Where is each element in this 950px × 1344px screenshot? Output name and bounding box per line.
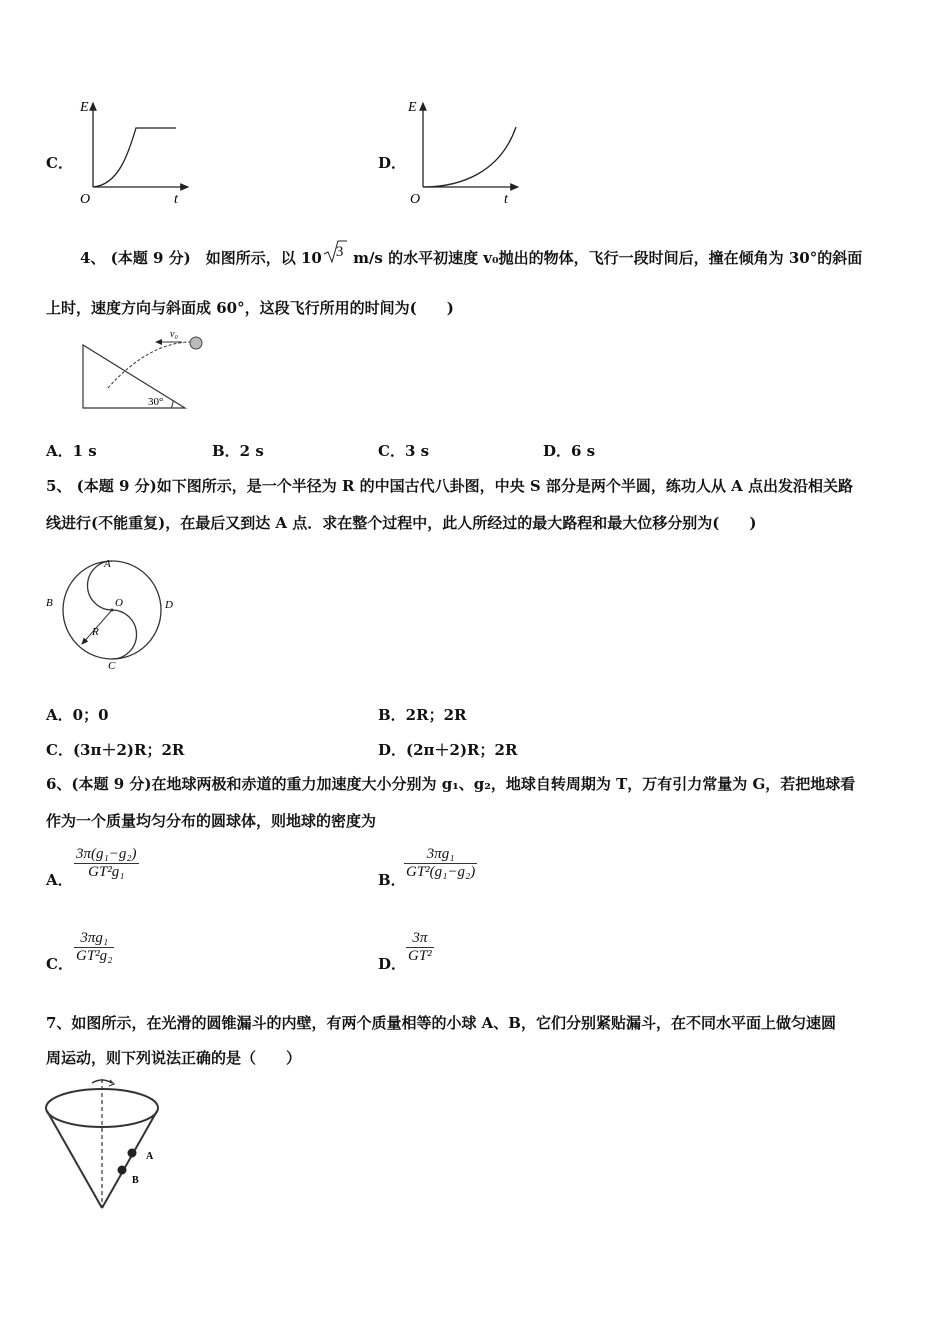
q4-line1-prefix: 4、 (本题 9 分) 如图所示，以 10: [80, 249, 322, 267]
q4-line1: [80, 244, 863, 268]
q6-line1: 6、(本题 9 分)在地球两极和赤道的重力加速度大小分别为 g₁、g₂，地球自转周期为 T，万有引力常量为 G，若把地球看: [46, 775, 856, 793]
ball-b-label: B: [132, 1175, 139, 1186]
q6-line2: 作为一个质量均匀分布的圆球体，则地球的密度为: [46, 812, 377, 830]
option-c-label: C．: [46, 154, 73, 172]
graph-c: [70, 95, 200, 210]
q7-cone-figure: [40, 1075, 180, 1215]
q6-option-b-label: B．: [378, 871, 406, 889]
q7-line1: 7、如图所示，在光滑的圆锥漏斗的内壁，有两个质量相等的小球 A、B，它们分别紧贴漏斗，在不同水平面上做匀速圆: [46, 1014, 836, 1032]
graph-d-e-label: E: [408, 100, 417, 115]
point-b-label: B: [46, 597, 53, 609]
point-d-label: D: [165, 599, 173, 611]
q4-incline-figure: [78, 325, 218, 415]
q6-option-d-fraction: [406, 930, 434, 965]
q7-line2: 周运动，则下列说法正确的是（ ）: [46, 1049, 302, 1067]
graph-d-t-label: t: [504, 192, 508, 207]
sqrt-radicand: 3: [335, 244, 344, 260]
q6-option-a-denominator: GT²g₁: [88, 864, 125, 880]
graph-c-t-label: t: [174, 192, 178, 207]
q6-option-d-numerator: 3π: [412, 930, 428, 946]
point-a-label: A: [104, 558, 111, 570]
trajectory-path: [108, 342, 190, 388]
q5-bagua-figure: [40, 556, 190, 671]
q6-option-a-label: A．: [46, 871, 73, 889]
graph-c-o-label: O: [80, 192, 91, 207]
q6-option-d-denominator: GT²: [408, 948, 432, 964]
q4-line2: 上时，速度方向与斜面成 60°，这段飞行所用的时间为( ): [46, 299, 454, 317]
center-o-label: O: [115, 597, 123, 609]
q6-option-d-label: D．: [378, 955, 407, 973]
angle-label: 30°: [148, 396, 164, 408]
ball-b: [118, 1166, 127, 1175]
ball-a-label: A: [146, 1151, 154, 1162]
graph-c-curve: [93, 128, 176, 187]
q5-option-c: C．(3π＋2)R；2R: [46, 741, 185, 759]
q5-option-d: D．(2π＋2)R；2R: [378, 741, 518, 759]
q6-option-b-denominator: GT²(g₁−g₂): [406, 864, 476, 880]
q6-option-c-fraction: [74, 930, 114, 965]
ball-a: [128, 1149, 137, 1158]
q4-line1-suffix: m/s 的水平初速度 v₀抛出的物体，飞行一段时间后，撞在倾角为 30°的斜面: [347, 249, 863, 267]
graph-d: [400, 95, 530, 210]
q6-option-b-fraction: [404, 846, 477, 881]
q6-option-c-label: C．: [46, 955, 73, 973]
radius-r-label: R: [92, 626, 99, 638]
q4-option-b: B．2 s: [212, 442, 264, 460]
q4-option-d: D．6 s: [543, 442, 596, 460]
sqrt-symbol: [322, 244, 348, 268]
q6-option-c-denominator: GT²g₂: [76, 948, 113, 964]
option-d-label: D．: [378, 154, 407, 172]
graph-d-curve: [423, 127, 516, 187]
angle-arc: [171, 400, 173, 408]
point-c-label: C: [108, 660, 116, 671]
q5-option-a: A．0；0: [46, 706, 109, 724]
center-dot: [111, 609, 114, 612]
q5-option-b: B．2R；2R: [378, 706, 467, 724]
q6-option-a-numerator: 3π(g₁−g₂): [76, 846, 137, 862]
graph-c-e-label: E: [80, 100, 89, 115]
q5-line1: 5、 (本题 9 分)如下图所示，是一个半径为 R 的中国古代八卦图，中央 S 部分是两个半圆，练功人从 A 点出发沿相关路: [46, 477, 854, 495]
q6-option-a-fraction: [74, 846, 139, 881]
q4-option-c: C．3 s: [378, 442, 430, 460]
q4-option-a: A．1 s: [46, 442, 97, 460]
q6-option-c-numerator: 3πg₁: [80, 930, 109, 946]
q6-option-b-numerator: 3πg₁: [426, 846, 455, 862]
ball-icon: [190, 337, 202, 349]
q5-line2: 线进行(不能重复)，在最后又到达 A 点．求在整个过程中，此人所经过的最大路程和最大位移分别为( ): [46, 514, 757, 532]
graph-d-o-label: O: [410, 192, 421, 207]
v0-label: v₀: [170, 329, 178, 340]
incline-triangle: [83, 345, 185, 408]
